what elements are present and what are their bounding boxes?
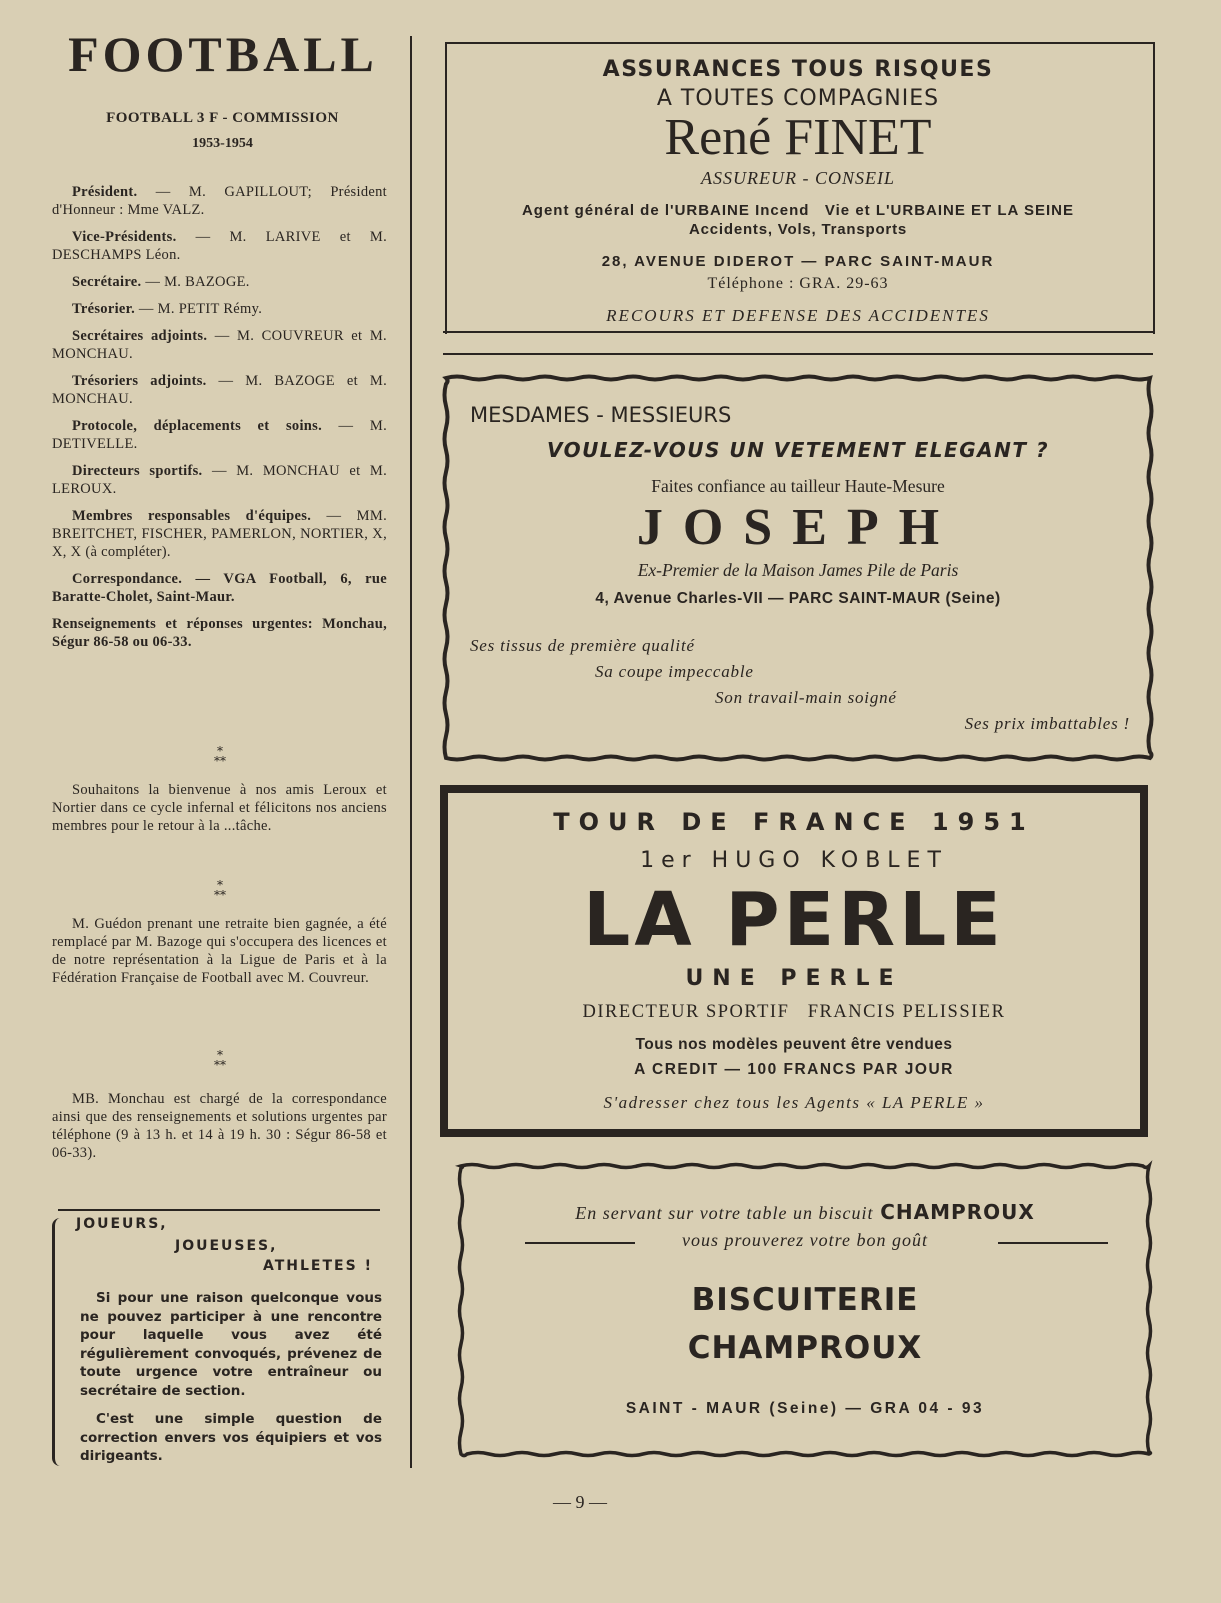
ad-laperle-contact: S'adresser chez tous les Agents « LA PERLE » xyxy=(603,1093,985,1112)
list-item: Protocole, déplacements et soins. — M. DETIVELLE. xyxy=(52,418,387,452)
ad-finet-phone: Téléphone : GRA. 29-63 xyxy=(707,275,889,292)
ad-champroux-name-1: BISCUITERIE xyxy=(691,1282,919,1318)
ad-laperle-credit-1: Tous nos modèles peuvent être vendues xyxy=(635,1036,953,1053)
commission-list xyxy=(52,183,387,660)
page-title: FOOTBALL xyxy=(68,26,378,82)
notice-heading-3: ATHLETES ! xyxy=(263,1258,373,1274)
ad-joseph-trust: Faites confiance au tailleur Haute-Mesure xyxy=(651,476,945,496)
notice-closing: C'est une simple question de correction envers vos équipiers et vos dirigeants. xyxy=(80,1411,382,1464)
list-item: Trésorier. — M. PETIT Rémy. xyxy=(72,301,263,317)
ad-joseph-former: Ex-Premier de la Maison James Pile de Paris xyxy=(637,560,959,580)
monchau-paragraph: MB. Monchau est chargé de la correspondance ainsi que des renseignements et solutions urgentes par téléphone (9 à 13 h. et 14 à 19 h. 30 : Ségur 86-58 et 06-33). xyxy=(52,1091,387,1161)
list-item: Secrétaires adjoints. — M. COUVREUR et M. MONCHAU. xyxy=(52,328,387,362)
ad-separator-rule xyxy=(443,353,1153,355)
ad-finet-address: 28, AVENUE DIDEROT — PARC SAINT-MAUR xyxy=(601,253,995,270)
ad-joseph-quality-1: Ses tissus de première qualité xyxy=(470,636,695,655)
commission-subtitle: FOOTBALL 3 F - COMMISSION xyxy=(106,110,339,126)
ad-joseph-name: JOSEPH xyxy=(636,499,960,556)
ad-champroux-line-1: En servant sur votre table un biscuit CHAMPROUX xyxy=(575,1200,1035,1224)
ad-joseph-greeting: MESDAMES - MESSIEURS xyxy=(470,403,732,427)
page-number: — 9 — xyxy=(553,1492,607,1512)
list-item: Vice-Présidents. — M. LARIVE et M. DESCHAMPS Léon. xyxy=(52,229,387,263)
ad-champroux-name-2: CHAMPROUX xyxy=(687,1330,923,1366)
ad-finet-bottom-rule xyxy=(443,331,1153,333)
notice-heading-1: JOUEURS, xyxy=(76,1216,168,1232)
urgent-info: Renseignements et réponses urgentes: Monchau, Ségur 86-58 ou 06-33. xyxy=(52,616,387,650)
list-item: Secrétaire. — M. BAZOGE. xyxy=(72,274,250,290)
ad-finet-subheadline: A TOUTES COMPAGNIES xyxy=(656,86,940,111)
ad-joseph-quality-4: Ses prix imbattables ! xyxy=(964,714,1130,733)
welcome-paragraph: Souhaitons la bienvenue à nos amis Leroux et Nortier dans ce cycle infernal et félicitons nos anciens membres pour le retour à la ...tâche. xyxy=(52,782,387,834)
list-item: Directeurs sportifs. — M. MONCHAU et M. LEROUX. xyxy=(52,463,387,497)
box-left-bracket xyxy=(52,1218,63,1466)
ad-joseph-question: VOULEZ-VOUS UN VETEMENT ELEGANT ? xyxy=(546,438,1050,462)
ad-laperle-credit-2: A CREDIT — 100 FRANCS PAR JOUR xyxy=(634,1061,954,1078)
list-item: Président. — M. GAPILLOUT; Président d'Honneur : Mme VALZ. xyxy=(52,184,387,218)
ad-champroux-line-2: vous prouverez votre bon goût xyxy=(682,1230,928,1250)
notice-paragraph: Si pour une raison quelconque vous ne pouvez participer à une rencontre pour laquelle vous avez été régulièrement convoqués, prévenez de toute urgence votre entraîneur ou secrétaire de section. xyxy=(80,1290,382,1399)
section-separator: * ** xyxy=(214,744,226,768)
column-divider xyxy=(410,36,412,1468)
ad-laperle-winner: 1er HUGO KOBLET xyxy=(640,848,948,873)
ad-laperle-director: DIRECTEUR SPORTIF FRANCIS PELISSIER xyxy=(582,1002,1006,1022)
ad-laperle-tour: TOUR DE FRANCE 1951 xyxy=(553,808,1035,836)
list-item: Membres responsables d'équipes. — MM. BREITCHET, FISCHER, PAMERLON, NORTIER, X, X, X (à compléter). xyxy=(52,508,387,560)
ad-joseph-quality-2: Sa coupe impeccable xyxy=(595,662,754,681)
ad-champroux-address: SAINT - MAUR (Seine) — GRA 04 - 93 xyxy=(625,1400,985,1417)
ad-joseph-quality-3: Son travail-main soigné xyxy=(715,688,897,707)
ad-finet-agent: Agent général de l'URBAINE Incend Vie et L'URBAINE ET LA SEINE xyxy=(521,202,1075,219)
ad-finet-name: René FINET xyxy=(664,109,932,166)
ad-finet-role: ASSUREUR - CONSEIL xyxy=(701,168,895,188)
list-item: Trésoriers adjoints. — M. BAZOGE et M. MONCHAU. xyxy=(52,373,388,407)
ad-champroux-rule-right xyxy=(998,1242,1108,1244)
ad-joseph-address: 4, Avenue Charles-VII — PARC SAINT-MAUR (Seine) xyxy=(595,590,1001,607)
ad-finet-headline: ASSURANCES TOUS RISQUES xyxy=(602,57,994,82)
section-separator: * ** xyxy=(214,1048,226,1072)
guedon-paragraph: M. Guédon prenant une retraite bien gagnée, a été remplacé par M. Bazoge qui s'occupera des licences et de notre représentation à la Ligue de Paris et à la Fédération Française de Football avec M. Couvreur. xyxy=(52,916,387,986)
ad-finet-recours: RECOURS ET DEFENSE DES ACCIDENTES xyxy=(606,306,990,325)
notice-heading-2: JOUEUSES, xyxy=(175,1238,278,1254)
ad-finet-lines: Accidents, Vols, Transports xyxy=(688,221,908,238)
box-top-rule xyxy=(58,1209,380,1211)
ad-laperle-tagline: UNE PERLE xyxy=(685,966,903,991)
commission-season: 1953-1954 xyxy=(192,136,253,151)
section-separator: * ** xyxy=(214,878,226,902)
ad-laperle-brand: LA PERLE xyxy=(583,877,1005,963)
list-item: Correspondance. — VGA Football, 6, rue Baratte-Cholet, Saint-Maur. xyxy=(52,571,387,605)
